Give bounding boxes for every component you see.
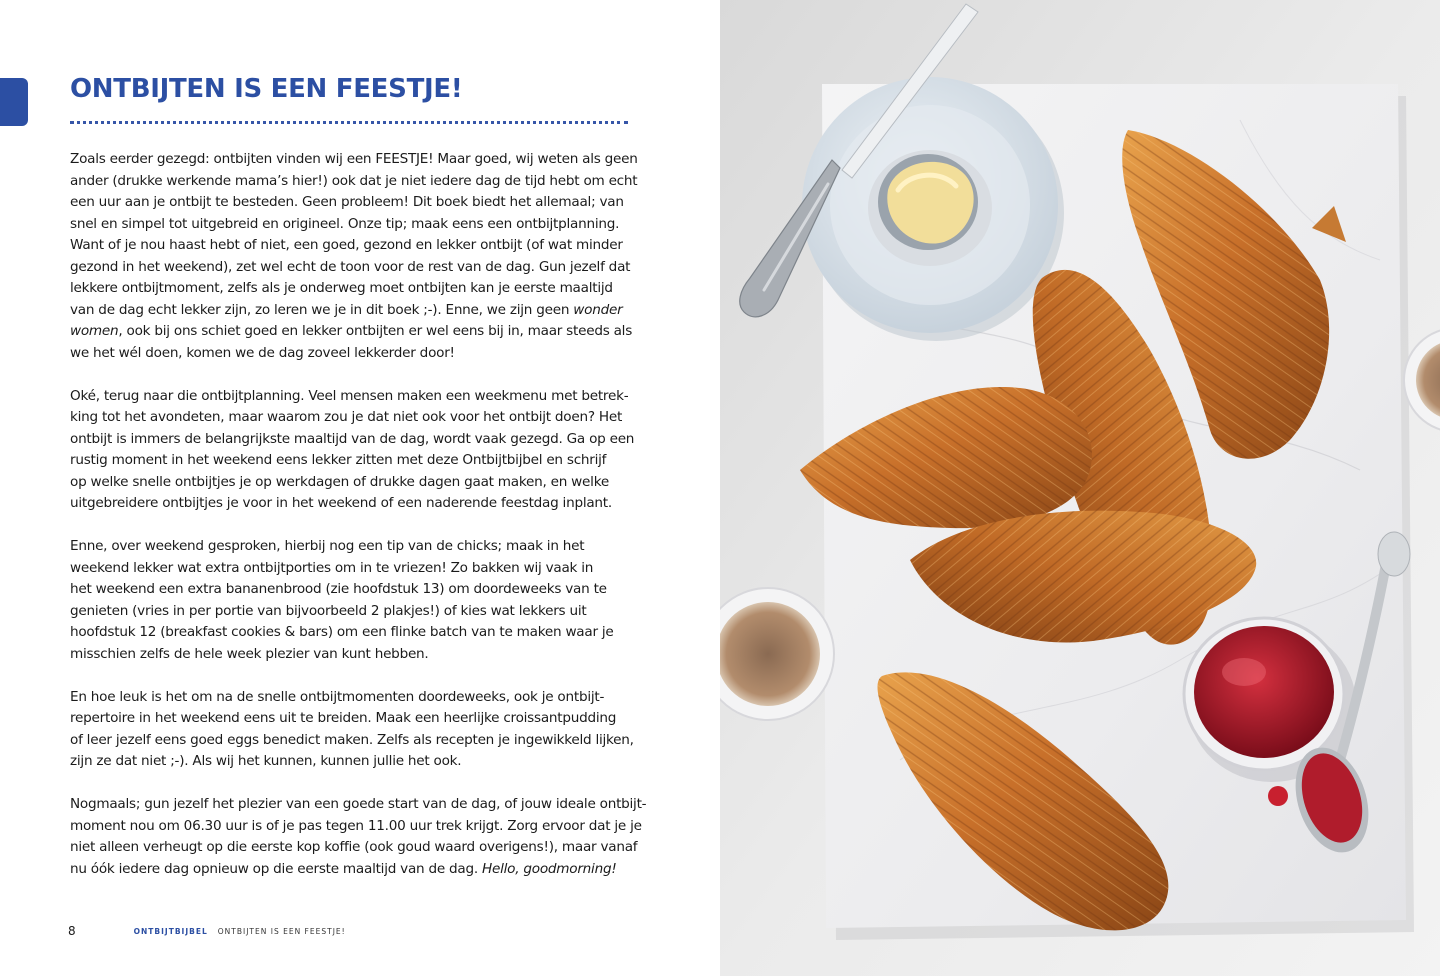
text-line: Want of je nou haast hebt of niet, een goed, gezond en lekker ontbijt (of wat minder: [70, 237, 623, 253]
paragraph-1: [70, 149, 636, 364]
text-segment: , ook bij ons schiet goed en lekker ontbijten er wel eens bij in, maar steeds als: [118, 323, 633, 339]
page-number: 8: [68, 924, 76, 938]
text-line: Oké, terug naar die ontbijtplanning. Veel mensen maken een weekmenu met betrek-: [70, 387, 629, 404]
page-heading: ONTBIJTEN IS EEN FEESTJE!: [70, 74, 463, 104]
text-line: of leer jezelf eens goed eggs benedict maken. Zelfs als recepten je ingewikkeld lijken,: [70, 731, 634, 748]
text-line: [70, 300, 636, 322]
dotted-divider: [70, 121, 628, 124]
text-line: ontbijt is immers de belangrijkste maaltijd van de dag, wordt vaak gezegd. Ga op een: [70, 430, 635, 447]
text-line: misschien zelfs de hele week plezier van kunt hebben.: [70, 645, 429, 662]
text-line: rustig moment in het weekend eens lekker zitten met deze Ontbijtbijbel en schrijf: [70, 452, 607, 468]
text-segment: van de dag echt lekker zijn, zo leren we je in dit boek ;-). Enne, we zijn geen: [70, 301, 574, 318]
text-line: snel en simpel tot uitgebreid en origineel. Onze tip; maak eens een ontbijtplanning.: [70, 215, 620, 232]
emphasis-women: women: [70, 323, 119, 339]
text-line: weekend lekker wat extra ontbijtporties om in te vriezen! Zo bakken wij vaak in: [70, 559, 594, 576]
paragraph-3: [70, 536, 636, 665]
text-line: uitgebreidere ontbijtjes je voor in het weekend of een naderende feestdag inplant.: [70, 495, 612, 511]
chapter-tab-marker: [0, 78, 28, 126]
text-line: lekkere ontbijtmoment, zelfs als je onderweg moet ontbijten kan je eerste maaltijd: [70, 280, 613, 296]
text-line: niet alleen verheugt op die eerste kop koffie (ook goud waard overigens!), maar vanaf: [70, 839, 638, 855]
text-line: op welke snelle ontbijtjes je op werkdagen of drukke dagen gaat maken, en welke: [70, 473, 609, 490]
text-line: genieten (vries in per portie van bijvoorbeeld 2 plakjes!) of kies wat lekkers uit: [70, 602, 587, 619]
emphasis-closing: Hello, goodmorning!: [482, 860, 617, 877]
text-line: Enne, over weekend gesproken, hierbij nog een tip van de chicks; maak in het: [70, 538, 585, 554]
footer-chapter-title: ONTBIJTEN IS EEN FEESTJE!: [217, 926, 346, 936]
text-line: repertoire in het weekend eens uit te breiden. Maak een heerlijke croissantpudding: [70, 710, 617, 726]
page-footer: [68, 923, 346, 939]
text-line: hoofdstuk 12 (breakfast cookies & bars) om een flinke batch van te maken waar je: [70, 624, 614, 640]
text-line: we het wél doen, komen we de dag zoveel lekkerder door!: [70, 344, 455, 361]
body-text: [70, 149, 647, 902]
text-line: het weekend een extra bananenbrood (zie hoofdstuk 13) om doordeweeks van te: [70, 581, 607, 597]
text-line: zijn ze dat niet ;-). Als wij het kunnen, kunnen jullie het ook.: [70, 753, 462, 769]
text-line: [70, 321, 636, 343]
emphasis-wonder: wonder: [573, 301, 623, 318]
photo-page: [720, 0, 1440, 976]
text-line: ander (drukke werkende mama’s hier!) ook dat je niet iedere dag de tijd hebt om echt: [70, 172, 638, 189]
text-line: moment nou om 06.30 uur is of je pas tegen 11.00 uur trek krijgt. Zorg ervoor dat je je: [70, 817, 642, 834]
text-line: En hoe leuk is het om na de snelle ontbijtmomenten doordeweeks, ook je ontbijt-: [70, 688, 605, 705]
text-line: king tot het avondeten, maar waarom zou je dat niet ook voor het ontbijt doen? Het: [70, 409, 623, 425]
text-line: Nogmaals; gun jezelf het plezier van een goede start van de dag, of jouw ideale ontbijt-: [70, 796, 647, 812]
text-segment: nu óók iedere dag opnieuw op die eerste maaltijd van de dag.: [70, 860, 483, 877]
text-line: [70, 859, 636, 881]
footer-book-title: ONTBIJTBIJBEL: [133, 926, 208, 936]
text-line: gezond in het weekend), zet wel echt de toon voor de rest van de dag. Gun jezelf dat: [70, 258, 631, 275]
paragraph-5: [70, 794, 647, 880]
breakfast-photo: [720, 0, 1440, 976]
paragraph-4: [70, 687, 636, 773]
text-line: Zoals eerder gezegd: ontbijten vinden wij een FEESTJE! Maar goed, wij weten als geen: [70, 151, 638, 167]
paragraph-2: [70, 386, 636, 515]
text-line: een uur aan je ontbijt te besteden. Geen probleem! Dit boek biedt het allemaal; van: [70, 194, 624, 210]
